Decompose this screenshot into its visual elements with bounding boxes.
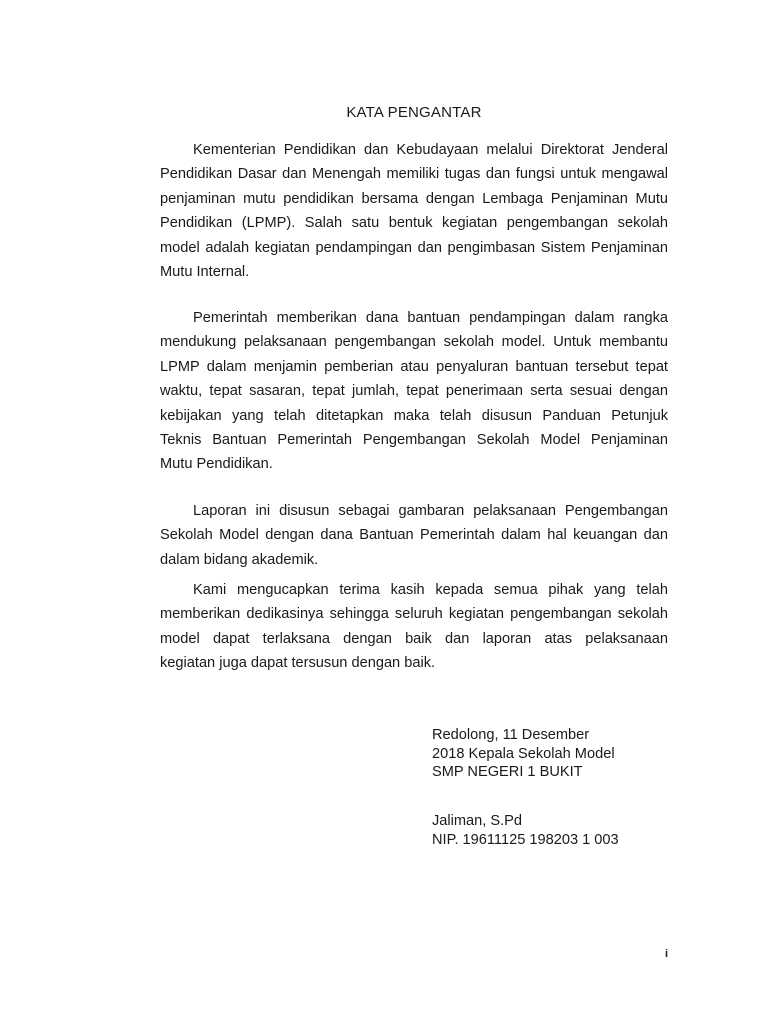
paragraph-line: kebijakan yang telah ditetapkan maka telah disusun Panduan Petunjuk [160,407,668,424]
paragraph-line: Kementerian Pendidikan dan Kebudayaan melalui Direktorat Jenderal [193,142,668,158]
paragraph-line: Laporan ini disusun sebagai gambaran pelaksanaan Pengembangan [193,503,668,519]
paragraph-line: mendukung pelaksanaan pengembangan sekolah model. Untuk membantu [160,334,668,351]
paragraph-line: LPMP dalam menjamin pemberian atau penyaluran bantuan tersebut tepat [160,358,668,375]
page-title: KATA PENGANTAR [346,104,482,121]
signature-name: Jaliman, S.Pd [432,813,523,829]
paragraph-line: Sekolah Model dengan dana Bantuan Pemerintah dalam hal keuangan dan [160,527,668,544]
signature-school: SMP NEGERI 1 BUKIT [432,764,583,781]
paragraph-line: model adalah kegiatan pendampingan dan pengimbasan Sistem Penjaminan [160,239,668,256]
paragraph-line: waktu, tepat sasaran, tepat jumlah, tepat penerimaan serta sesuai dengan [160,383,668,400]
paragraph-line: Pendidikan (LPMP). Salah satu bentuk kegiatan pengembangan sekolah [160,215,668,232]
signature-header [432,726,615,782]
signature-nip: NIP. 19611125 198203 1 003 [432,831,619,848]
paragraph-line: Mutu Internal. [160,264,250,281]
paragraph-line: model dapat terlaksana dengan baik dan laporan atas pelaksanaan [160,630,668,647]
signature-footer [432,812,619,849]
signature-position: 2018 Kepala Sekolah Model [432,745,615,762]
paragraph-line: Pemerintah memberikan dana bantuan pendampingan dalam rangka [193,310,668,326]
paragraph-line: kegiatan juga dapat tersusun dengan baik. [160,655,436,672]
signature-place-date: Redolong, 11 Desember [432,727,590,743]
paragraph-line: Pendidikan Dasar dan Menengah memiliki tugas dan fungsi untuk mengawal [160,166,668,183]
paragraph-line: dalam bidang akademik. [160,551,319,568]
paragraph-line: Mutu Pendidikan. [160,456,273,473]
paragraph-thanks [160,578,668,676]
paragraph-line: Teknis Bantuan Pemerintah Pengembangan Sekolah Model Penjaminan [160,432,668,449]
paragraph-intro [160,138,668,284]
paragraph-line: Kami mengucapkan terima kasih kepada semua pihak yang telah [193,582,668,598]
paragraph-report [160,499,668,572]
paragraph-line: penjaminan mutu pendidikan bersama dengan Lembaga Penjaminan Mutu [160,190,668,207]
paragraph-funding [160,306,668,477]
paragraph-line: memberikan dedikasinya sehingga seluruh kegiatan pengembangan sekolah [160,606,668,623]
page-number: i [665,948,669,960]
